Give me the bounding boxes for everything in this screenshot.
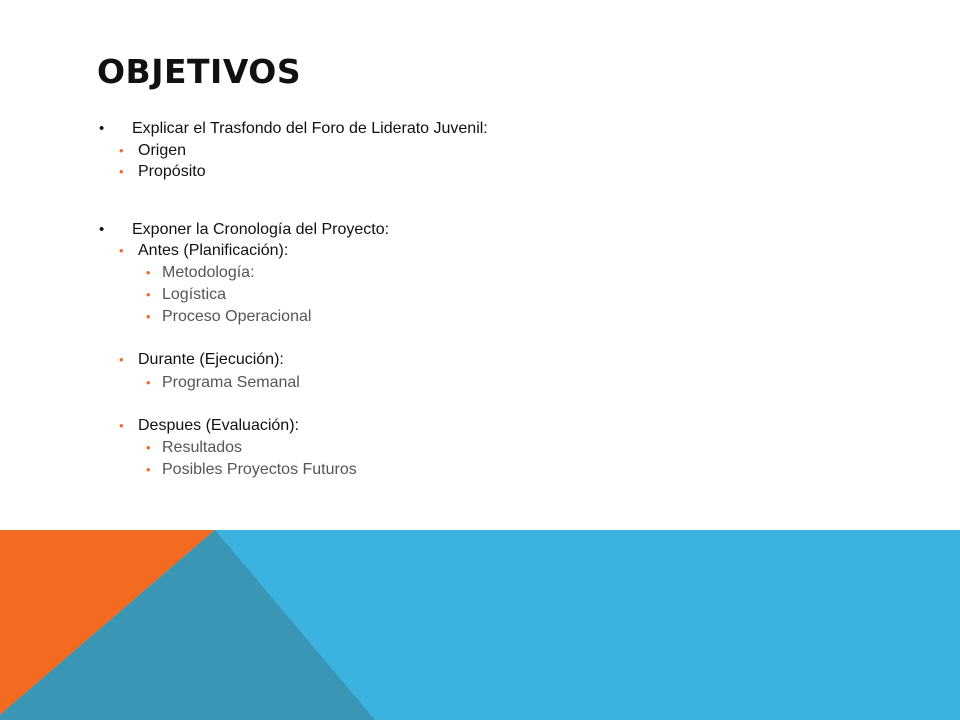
bullet-text: Durante (Ejecución): <box>138 351 284 368</box>
bullet-item <box>146 374 300 391</box>
bullet-text: Posibles Proyectos Futuros <box>162 461 357 478</box>
bullet-dot-icon: • <box>119 164 124 179</box>
bullet-item <box>146 439 243 456</box>
bullet-dot-icon: • <box>119 418 124 433</box>
bullet-text: Despues (Evaluación): <box>138 417 299 434</box>
bullet-item <box>99 120 488 137</box>
bullet-dot-icon: • <box>146 265 151 280</box>
bullet-dot-icon: • <box>119 352 124 367</box>
bullet-dot-icon: • <box>146 440 151 455</box>
bullet-item <box>119 142 187 159</box>
bullet-item <box>146 264 255 281</box>
bullet-text: Propósito <box>138 163 206 180</box>
bullet-dot-icon: • <box>99 120 105 137</box>
bullet-item <box>146 308 312 325</box>
bullet-dot-icon: • <box>146 287 151 302</box>
bullet-item <box>119 417 299 434</box>
bullet-text: Origen <box>138 142 187 159</box>
footer-decoration <box>0 530 960 720</box>
bullet-dot-icon: • <box>146 375 151 390</box>
bullet-text: Resultados <box>162 439 243 456</box>
bullet-text: Exponer la Cronología del Proyecto: <box>132 221 390 238</box>
bullet-text: Antes (Planificación): <box>138 242 289 259</box>
bullet-dot-icon: • <box>146 462 151 477</box>
bullet-text: Proceso Operacional <box>162 308 312 325</box>
bullet-item <box>119 163 206 180</box>
bullet-item <box>146 461 357 478</box>
slide-title: OBJETIVOS <box>97 52 302 91</box>
bullet-dot-icon: • <box>119 243 124 258</box>
bullet-dot-icon: • <box>99 221 105 238</box>
bullet-item <box>99 221 390 238</box>
bullet-item <box>146 286 227 303</box>
bullet-dot-icon: • <box>146 309 151 324</box>
bullet-text: Programa Semanal <box>162 374 300 391</box>
decorative-shapes <box>0 530 960 720</box>
bullet-dot-icon: • <box>119 143 124 158</box>
bullet-text: Logística <box>162 286 227 303</box>
bullet-text: Explicar el Trasfondo del Foro de Liderato Juvenil: <box>132 120 488 137</box>
bullet-text: Metodología: <box>162 264 255 281</box>
bullet-item <box>119 242 289 259</box>
bullet-item <box>119 351 284 368</box>
